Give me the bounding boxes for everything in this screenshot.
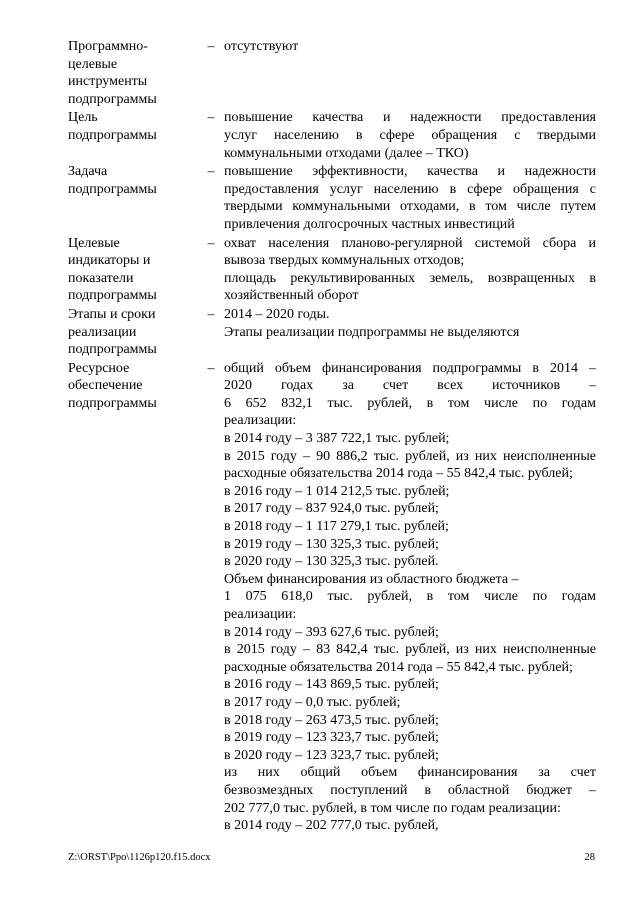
row-value-line: расходные обязательства 2014 года – 55 842,4 тыс. рублей; (224, 659, 573, 675)
row-dash: – (207, 235, 215, 251)
row-value-line: площадь рекультивированных земель, возвращенных в (224, 270, 596, 286)
row-value-line: Объем финансирования из областного бюджета – (224, 571, 519, 587)
table-row (68, 360, 598, 835)
row-value-line: в 2017 году – 0,0 тыс. рублей; (224, 694, 401, 710)
row-value-line: коммунальными отходами (далее – ТКО) (224, 145, 469, 161)
row-value-line: в 2019 году – 130 325,3 тыс. рублей; (224, 536, 439, 552)
passport-table (68, 38, 598, 836)
row-value-line: охват населения планово-регулярной системой сбора и (224, 235, 596, 251)
row-label-line: Целевые (68, 235, 120, 251)
page-number: 28 (584, 852, 595, 863)
row-label-line: реализации (68, 324, 137, 340)
row-value-line: в 2019 году – 123 323,7 тыс. рублей; (224, 730, 439, 746)
row-value (224, 235, 596, 305)
row-label (68, 306, 198, 359)
row-value-line: услуг населению в сфере обращения с твердыми (224, 127, 596, 143)
row-label (68, 163, 198, 198)
row-dash: – (207, 164, 215, 180)
row-value-line: 2014 – 2020 годы. (224, 306, 330, 322)
row-dash: – (207, 306, 215, 322)
row-value-line: в 2020 году – 123 323,7 тыс. рублей; (224, 747, 439, 763)
row-value-line: в 2018 году – 1 117 279,1 тыс. рублей; (224, 519, 449, 535)
table-row (68, 306, 598, 359)
row-label-line: инструменты (68, 74, 148, 90)
row-dash: – (207, 360, 215, 376)
row-value-line: 2020 годах за счет всех источников – (224, 378, 596, 394)
table-row (68, 235, 598, 305)
row-label-line: подпрограммы (68, 395, 157, 411)
row-dash: – (207, 39, 215, 54)
row-value-line: в 2015 году – 83 842,4 тыс. рублей, из них неисполненные (224, 642, 596, 658)
row-label-line: Программно- (68, 39, 148, 54)
row-value (224, 38, 596, 56)
row-value (224, 360, 596, 835)
row-value-line: в 2020 году – 130 325,3 тыс. рублей. (224, 554, 439, 570)
row-value-line: в 2014 году – 3 387 722,1 тыс. рублей; (224, 431, 450, 447)
row-value-line: твердыми коммунальными отходами, в том числе путем (224, 199, 596, 215)
row-value-line: привлечения долгосрочных частных инвестиций (224, 216, 515, 232)
row-label-line: подпрограммы (68, 91, 157, 107)
row-value-line: в 2016 году – 1 014 212,5 тыс. рублей; (224, 483, 450, 499)
row-value-line: предоставления услуг населению в сфере обращения с (224, 181, 596, 197)
row-value-line: 202 777,0 тыс. рублей, в том числе по годам реализации: (224, 800, 561, 816)
row-label-line: Ресурсное (68, 360, 130, 376)
row-value-line: повышение качества и надежности предоставления (224, 110, 596, 126)
row-label-line: индикаторы и (68, 253, 151, 269)
table-row (68, 38, 598, 108)
row-value-line: общий объем финансирования подпрограммы в 2014 – (224, 360, 596, 376)
row-label-line: подпрограммы (68, 342, 157, 358)
row-value-line: реализации: (224, 413, 297, 429)
row-label (68, 235, 198, 305)
row-value-line: отсутствуют (224, 39, 299, 54)
row-value-line: 6 652 832,1 тыс. рублей, в том числе по годам (224, 395, 596, 411)
row-value-line: реализации: (224, 607, 297, 622)
row-dash: – (207, 110, 215, 126)
row-value-line: расходные обязательства 2014 года – 55 842,4 тыс. рублей; (224, 466, 573, 482)
row-label (68, 109, 198, 144)
row-label-line: обеспечение (68, 378, 143, 394)
row-value-line: из них общий объем финансирования за счет (224, 765, 596, 781)
row-label-line: подпрограммы (68, 181, 157, 197)
row-label-line: Задача (68, 164, 108, 180)
row-value-line: в 2014 году – 202 777,0 тыс. рублей, (224, 818, 439, 834)
row-label (68, 360, 198, 413)
row-value-line: повышение эффективности, качества и надежности (224, 164, 596, 180)
row-value-line: в 2017 году – 837 924,0 тыс. рублей; (224, 501, 439, 517)
table-row (68, 109, 598, 162)
row-value-line: вывоза твердых коммунальных отходов; (224, 253, 465, 269)
row-value-line: в 2016 году – 143 869,5 тыс. рублей; (224, 677, 439, 693)
row-value-line: Этапы реализации подпрограммы не выделяются (224, 324, 520, 340)
row-value-line: в 2015 году – 90 886,2 тыс. рублей, из них неисполненные (224, 448, 596, 464)
row-label-line: подпрограммы (68, 127, 157, 143)
row-value-line: в 2014 году – 393 627,6 тыс. рублей; (224, 624, 439, 640)
row-label (68, 38, 198, 108)
row-value (224, 163, 596, 233)
row-label-line: Цель (68, 110, 98, 126)
row-value-line: в 2018 году – 263 473,5 тыс. рублей; (224, 712, 439, 728)
row-value (224, 306, 596, 341)
row-label-line: Этапы и сроки (68, 306, 156, 322)
row-value (224, 109, 596, 162)
row-value-line: 1 075 618,0 тыс. рублей, в том числе по годам (224, 589, 596, 605)
row-label-line: показатели (68, 270, 134, 286)
row-value-line: хозяйственный оборот (224, 288, 359, 304)
row-label-line: целевые (68, 56, 118, 72)
footer-file-path: Z:\ORST\Ppo\1126p120.f15.docx (68, 852, 211, 863)
row-value-line: безвозмездных поступлений в областной бюджет – (224, 782, 596, 798)
row-label-line: подпрограммы (68, 288, 157, 304)
table-row (68, 163, 598, 233)
